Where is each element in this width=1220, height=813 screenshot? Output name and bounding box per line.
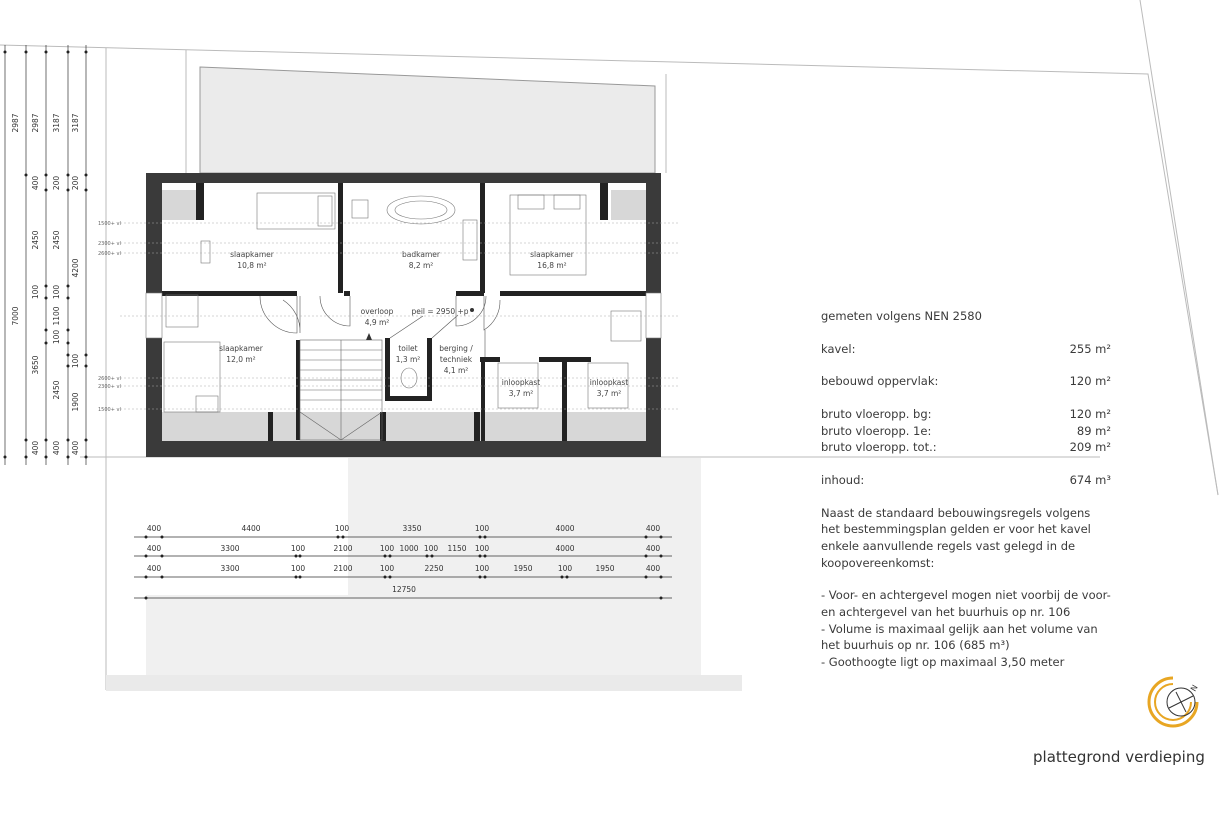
room-area: 1,3 m² [395, 355, 421, 364]
vertical-dim-labels [11, 113, 80, 455]
svg-text:100: 100 [423, 544, 439, 553]
svg-text:2100: 2100 [333, 564, 353, 573]
svg-text:4200: 4200 [71, 258, 80, 278]
svg-text:1100: 1100 [52, 306, 61, 326]
svg-text:2600+ vl: 2600+ vl [98, 376, 121, 382]
north-compass-icon [1143, 672, 1203, 732]
svg-text:3350: 3350 [402, 524, 422, 533]
room-area: 8,2 m² [408, 261, 434, 270]
room-name: slaapkamer [530, 250, 574, 259]
svg-text:100: 100 [474, 564, 490, 573]
svg-text:4000: 4000 [555, 544, 575, 553]
svg-text:3300: 3300 [220, 564, 240, 573]
room-name: toilet [398, 344, 418, 353]
svg-text:1900: 1900 [71, 392, 80, 412]
svg-text:400: 400 [146, 544, 162, 553]
rule-item: - Volume is maximaal gelijk aan het volume van het buurhuis op nr. 106 (685 m³) [821, 621, 1098, 653]
svg-text:400: 400 [31, 440, 40, 456]
rule-item: - Goothoogte ligt op maximaal 3,50 meter [821, 655, 1065, 670]
svg-text:100: 100 [379, 564, 395, 573]
room-area: 10,8 m² [237, 261, 267, 270]
svg-text:7000: 7000 [11, 306, 20, 326]
garden-area-lower [146, 595, 348, 675]
room-name: inloopkast [501, 378, 541, 387]
svg-text:2250: 2250 [424, 564, 444, 573]
svg-text:2450: 2450 [52, 230, 61, 250]
compass-north-label: N [1188, 683, 1200, 693]
room-name: slaapkamer [219, 344, 263, 353]
svg-text:400: 400 [31, 175, 40, 191]
svg-text:400: 400 [71, 440, 80, 456]
svg-text:2300+ vl: 2300+ vl [98, 384, 121, 390]
room-area: 12,0 m² [226, 355, 256, 364]
svg-text:2987: 2987 [31, 113, 40, 133]
svg-text:100: 100 [379, 544, 395, 553]
svg-text:200: 200 [52, 175, 61, 191]
room-area: 3,7 m² [596, 389, 622, 398]
svg-text:400: 400 [645, 524, 661, 533]
svg-text:2300+ vl: 2300+ vl [98, 241, 121, 247]
svg-text:400: 400 [52, 440, 61, 456]
svg-text:200: 200 [71, 175, 80, 191]
svg-text:2450: 2450 [52, 380, 61, 400]
room-name: slaapkamer [230, 250, 274, 259]
svg-text:100: 100 [334, 524, 350, 533]
svg-text:100: 100 [31, 284, 40, 300]
svg-text:1500+ vl: 1500+ vl [98, 221, 121, 227]
inhoud-row: inhoud: 674 m³ [821, 473, 1111, 488]
svg-text:400: 400 [645, 544, 661, 553]
svg-text:3650: 3650 [31, 355, 40, 375]
level-marker: peil = 2950 +p [411, 307, 469, 316]
svg-text:2987: 2987 [11, 113, 20, 133]
svg-text:100: 100 [71, 353, 80, 369]
bebouwd-row: bebouwd oppervlak: 120 m² [821, 374, 1111, 389]
svg-text:100: 100 [290, 544, 306, 553]
room-area: 3,7 m² [508, 389, 534, 398]
svg-text:4400: 4400 [241, 524, 261, 533]
svg-text:2450: 2450 [31, 230, 40, 250]
svg-text:100: 100 [290, 564, 306, 573]
svg-text:2600+ vl: 2600+ vl [98, 251, 121, 257]
room-name: inloopkast [589, 378, 629, 387]
svg-text:1950: 1950 [513, 564, 533, 573]
info-paragraph: Naast de standaard bebouwingsregels volgens het bestemmingsplan gelden er voor het kavel enkele aanvullende regels vast gelegd in de koopovereenkomst: [821, 505, 1091, 570]
rule-item: - Voor- en achtergevel mogen niet voorbij de voor- en achtergevel van het buurhuis op nr. 106 [821, 588, 1111, 620]
building [146, 173, 661, 457]
room-area: 16,8 m² [537, 261, 567, 270]
e1-row: bruto vloeropp. 1e: 89 m² [821, 423, 1111, 438]
room-name: overloop [360, 307, 394, 316]
svg-text:4000: 4000 [555, 524, 575, 533]
svg-text:1000: 1000 [399, 544, 419, 553]
svg-text:400: 400 [645, 564, 661, 573]
svg-text:12750: 12750 [392, 585, 416, 594]
svg-text:3187: 3187 [52, 113, 61, 133]
svg-text:2100: 2100 [333, 544, 353, 553]
room-name: techniek [439, 355, 473, 364]
kavel-row: kavel: 255 m² [821, 341, 1111, 356]
svg-text:100: 100 [52, 329, 61, 345]
bg-row: bruto vloeropp. bg: 120 m² [821, 407, 1111, 422]
room-area: 4,9 m² [364, 318, 390, 327]
svg-text:400: 400 [146, 564, 162, 573]
svg-text:3187: 3187 [71, 113, 80, 133]
svg-text:3300: 3300 [220, 544, 240, 553]
svg-text:1500+ vl: 1500+ vl [98, 407, 121, 413]
svg-text:400: 400 [146, 524, 162, 533]
svg-text:1150: 1150 [447, 544, 467, 553]
svg-text:100: 100 [474, 524, 490, 533]
room-name: badkamer [402, 250, 440, 259]
drawing-title: plattegrond verdieping [1033, 748, 1205, 766]
svg-text:100: 100 [557, 564, 573, 573]
front-terrace [200, 67, 655, 173]
svg-text:100: 100 [52, 284, 61, 300]
level-mark-labels [98, 221, 121, 413]
area-info-panel [821, 308, 1111, 671]
path-strip [106, 675, 742, 691]
svg-text:100: 100 [474, 544, 490, 553]
info-heading: gemeten volgens NEN 2580 [821, 309, 982, 323]
room-area: 4,1 m² [443, 366, 469, 375]
room-name: berging / [439, 344, 473, 353]
svg-text:1950: 1950 [595, 564, 615, 573]
tot-row: bruto vloeropp. tot.: 209 m² [821, 440, 1111, 455]
